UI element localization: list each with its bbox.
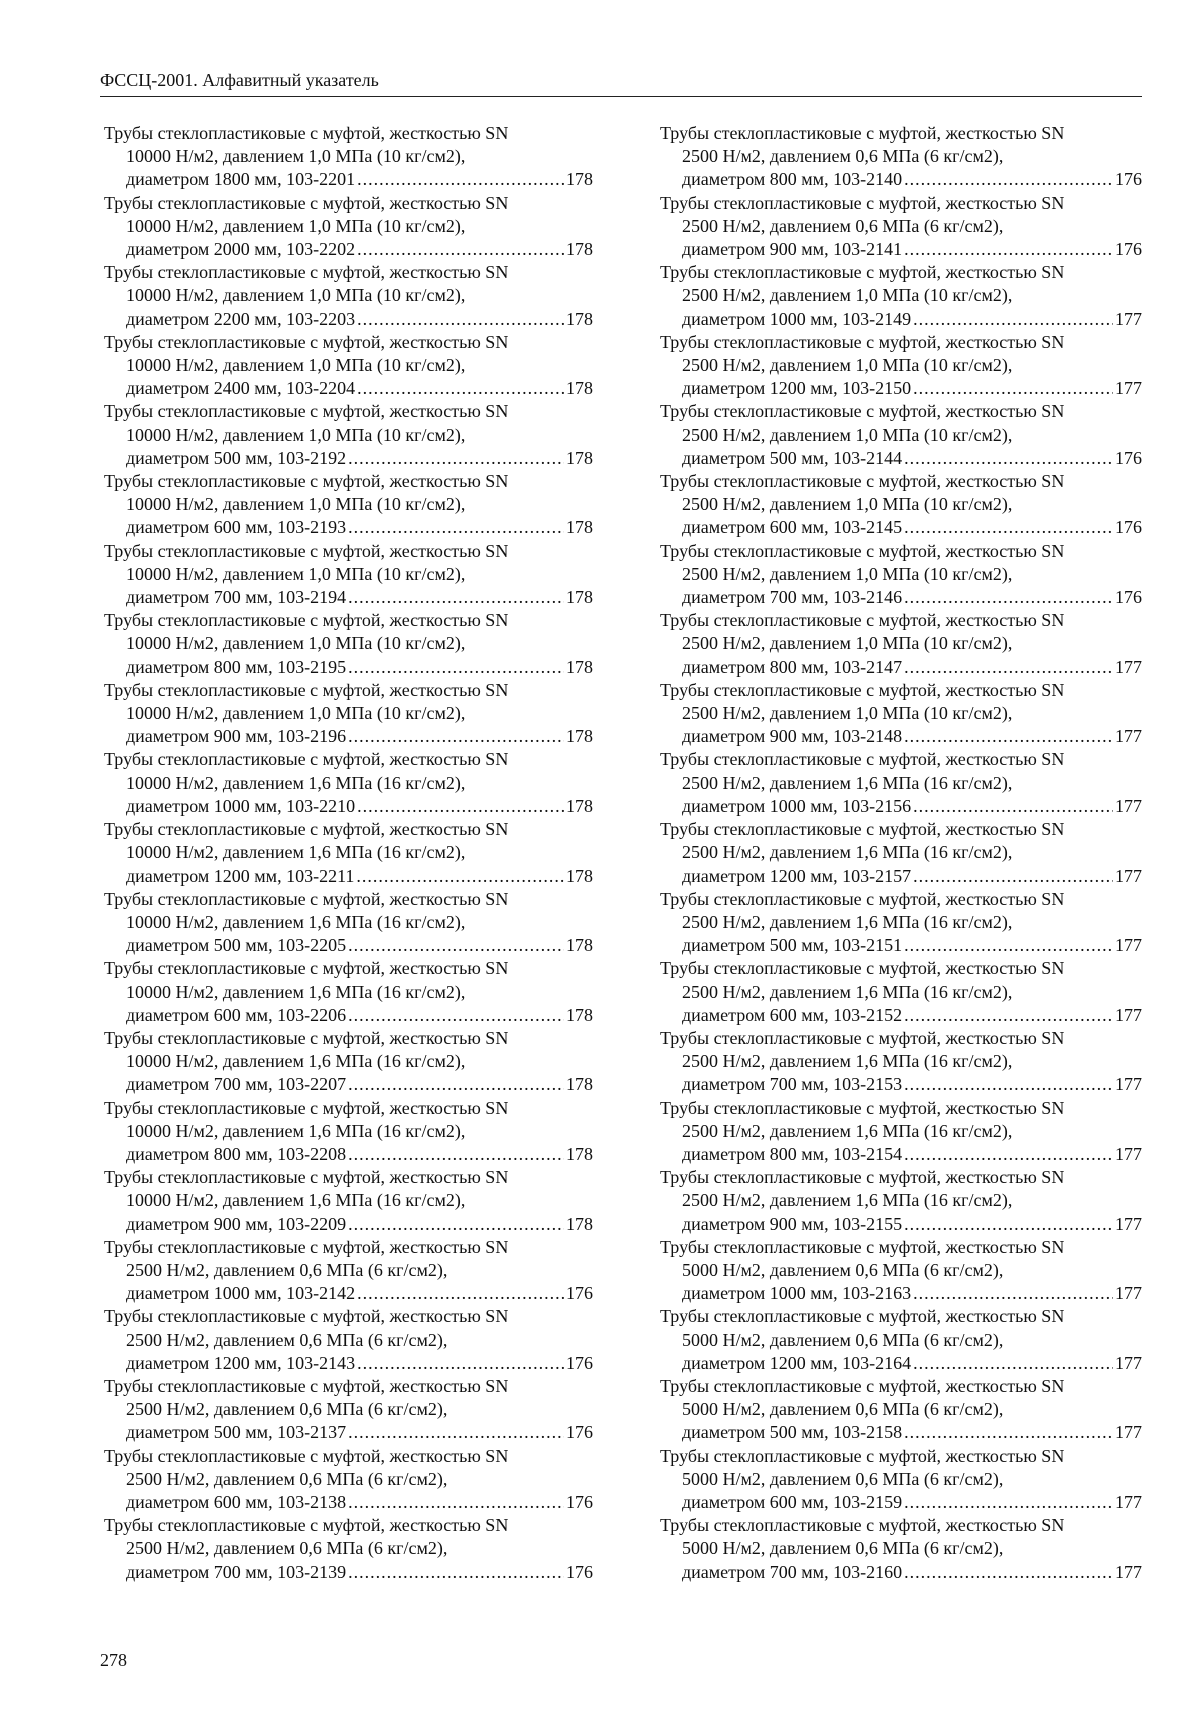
entry-spec-line: 10000 Н/м2, давлением 1,6 МПа (16 кг/см2), (126, 1120, 466, 1141)
entry-title-line: Трубы стеклопластиковые с муфтой, жесткостью SN (104, 958, 509, 979)
entry-spec-line: 2500 Н/м2, давлением 0,6 МПа (6 кг/см2), (126, 1259, 448, 1280)
entry-code-line (104, 865, 593, 888)
dot-leader (348, 1213, 564, 1236)
entry-spec-line: 10000 Н/м2, давлением 1,0 МПа (10 кг/см2), (126, 633, 466, 654)
index-entry (104, 400, 593, 470)
index-entry (660, 400, 1142, 470)
entry-title-line: Трубы стеклопластиковые с муфтой, жесткостью SN (660, 262, 1065, 283)
index-entry (660, 1236, 1142, 1306)
entry-spec-line: 2500 Н/м2, давлением 0,6 МПа (6 кг/см2), (126, 1538, 448, 1559)
entry-code-line (104, 795, 593, 818)
entry-spec-line: 2500 Н/м2, давлением 1,6 МПа (16 кг/см2), (682, 981, 1013, 1002)
entry-title-line: Трубы стеклопластиковые с муфтой, жесткостью SN (104, 888, 509, 909)
entry-spec-line: 10000 Н/м2, давлением 1,0 МПа (10 кг/см2), (126, 146, 466, 167)
entry-code-line (104, 1421, 593, 1444)
entry-diameter-code: диаметром 700 мм, 103-2207 (126, 1074, 347, 1095)
dot-leader (357, 238, 564, 261)
entry-page-ref: 177 (1115, 1283, 1142, 1304)
entry-code-line (104, 1073, 593, 1096)
entry-page-ref: 177 (1115, 1143, 1142, 1164)
entry-page-ref: 176 (566, 1561, 593, 1582)
entry-title-line: Трубы стеклопластиковые с муфтой, жесткостью SN (660, 1027, 1065, 1048)
entry-page-ref: 178 (566, 517, 593, 538)
index-entry (104, 331, 593, 401)
dot-leader (348, 1073, 564, 1096)
entry-code-line (660, 377, 1142, 400)
entry-title-line: Трубы стеклопластиковые с муфтой, жесткостью SN (660, 819, 1065, 840)
entry-code-line (660, 1352, 1142, 1375)
entry-diameter-code: диаметром 500 мм, 103-2205 (126, 935, 347, 956)
entry-spec-line: 2500 Н/м2, давлением 1,0 МПа (10 кг/см2), (682, 285, 1013, 306)
entry-spec-line: 5000 Н/м2, давлением 0,6 МПа (6 кг/см2), (682, 1329, 1004, 1350)
entry-spec-line: 2500 Н/м2, давлением 1,6 МПа (16 кг/см2), (682, 1190, 1013, 1211)
index-column-left (104, 122, 593, 1584)
index-entry (660, 679, 1142, 749)
entry-code-line (104, 1004, 593, 1027)
entry-diameter-code: диаметром 1800 мм, 103-2201 (126, 169, 356, 190)
entry-title-line: Трубы стеклопластиковые с муфтой, жесткостью SN (660, 1515, 1065, 1536)
entry-diameter-code: диаметром 700 мм, 103-2153 (682, 1074, 903, 1095)
entry-code-line (660, 1073, 1142, 1096)
entry-spec-line: 2500 Н/м2, давлением 1,0 МПа (10 кг/см2), (682, 633, 1013, 654)
entry-code-line (660, 1213, 1142, 1236)
entry-page-ref: 176 (1115, 517, 1142, 538)
entry-diameter-code: диаметром 2200 мм, 103-2203 (126, 308, 356, 329)
entry-diameter-code: диаметром 700 мм, 103-2139 (126, 1561, 347, 1582)
index-entry (104, 609, 593, 679)
entry-title-line: Трубы стеклопластиковые с муфтой, жесткостью SN (104, 749, 509, 770)
entry-code-line (660, 934, 1142, 957)
entry-code-line (660, 447, 1142, 470)
dot-leader (904, 586, 1113, 609)
entry-page-ref: 177 (1115, 726, 1142, 747)
index-entry (104, 470, 593, 540)
entry-page-ref: 178 (566, 1004, 593, 1025)
index-entry (104, 192, 593, 262)
entry-spec-line: 2500 Н/м2, давлением 1,0 МПа (10 кг/см2), (682, 424, 1013, 445)
entry-code-line (660, 865, 1142, 888)
entry-code-line (104, 168, 593, 191)
index-entry (104, 957, 593, 1027)
entry-page-ref: 177 (1115, 1422, 1142, 1443)
entry-spec-line: 10000 Н/м2, давлением 1,0 МПа (10 кг/см2), (126, 424, 466, 445)
dot-leader (348, 447, 564, 470)
entry-diameter-code: диаметром 1200 мм, 103-2150 (682, 378, 912, 399)
entry-code-line (104, 656, 593, 679)
dot-leader (904, 725, 1113, 748)
entry-title-line: Трубы стеклопластиковые с муфтой, жесткостью SN (104, 1097, 509, 1118)
entry-diameter-code: диаметром 1000 мм, 103-2163 (682, 1283, 912, 1304)
entry-spec-line: 10000 Н/м2, давлением 1,6 МПа (16 кг/см2), (126, 1051, 466, 1072)
entry-page-ref: 177 (1115, 1352, 1142, 1373)
entry-diameter-code: диаметром 1200 мм, 103-2164 (682, 1352, 912, 1373)
running-header: ФССЦ-2001. Алфавитный указатель (100, 68, 1142, 97)
entry-title-line: Трубы стеклопластиковые с муфтой, жесткостью SN (660, 1445, 1065, 1466)
entry-title-line: Трубы стеклопластиковые с муфтой, жесткостью SN (660, 123, 1065, 143)
index-entry (660, 261, 1142, 331)
entry-spec-line: 5000 Н/м2, давлением 0,6 МПа (6 кг/см2), (682, 1538, 1004, 1559)
entry-diameter-code: диаметром 1200 мм, 103-2211 (126, 865, 355, 886)
dot-leader (904, 447, 1113, 470)
entry-diameter-code: диаметром 800 мм, 103-2154 (682, 1143, 903, 1164)
entry-diameter-code: диаметром 600 мм, 103-2159 (682, 1491, 903, 1512)
dot-leader (904, 516, 1113, 539)
entry-page-ref: 178 (566, 726, 593, 747)
entry-spec-line: 10000 Н/м2, давлением 1,0 МПа (10 кг/см2), (126, 285, 466, 306)
index-entry (660, 1027, 1142, 1097)
entry-code-line (660, 1421, 1142, 1444)
entry-code-line (660, 1491, 1142, 1514)
entry-page-ref: 177 (1115, 308, 1142, 329)
entry-spec-line: 10000 Н/м2, давлением 1,0 МПа (10 кг/см2), (126, 703, 466, 724)
dot-leader (357, 377, 564, 400)
entry-page-ref: 177 (1115, 378, 1142, 399)
index-entry (104, 1097, 593, 1167)
entry-title-line: Трубы стеклопластиковые с муфтой, жесткостью SN (104, 123, 509, 143)
entry-code-line (660, 725, 1142, 748)
dot-leader (348, 586, 564, 609)
dot-leader (904, 168, 1113, 191)
entry-title-line: Трубы стеклопластиковые с муфтой, жесткостью SN (104, 819, 509, 840)
entry-spec-line: 2500 Н/м2, давлением 0,6 МПа (6 кг/см2), (682, 146, 1004, 167)
entry-spec-line: 5000 Н/м2, давлением 0,6 МПа (6 кг/см2), (682, 1468, 1004, 1489)
index-entry (104, 1305, 593, 1375)
index-entry (104, 540, 593, 610)
entry-page-ref: 178 (566, 656, 593, 677)
entry-page-ref: 178 (566, 447, 593, 468)
entry-title-line: Трубы стеклопластиковые с муфтой, жесткостью SN (104, 401, 509, 422)
entry-page-ref: 178 (566, 239, 593, 260)
entry-title-line: Трубы стеклопластиковые с муфтой, жесткостью SN (660, 610, 1065, 631)
entry-page-ref: 176 (566, 1491, 593, 1512)
entry-diameter-code: диаметром 600 мм, 103-2145 (682, 517, 903, 538)
index-entry (104, 1236, 593, 1306)
entry-page-ref: 178 (566, 587, 593, 608)
entry-spec-line: 2500 Н/м2, давлением 0,6 МПа (6 кг/см2), (126, 1399, 448, 1420)
dot-leader (348, 516, 564, 539)
entry-spec-line: 10000 Н/м2, давлением 1,0 МПа (10 кг/см2), (126, 355, 466, 376)
entry-diameter-code: диаметром 2000 мм, 103-2202 (126, 239, 356, 260)
entry-title-line: Трубы стеклопластиковые с муфтой, жесткостью SN (104, 1515, 509, 1536)
entry-title-line: Трубы стеклопластиковые с муфтой, жесткостью SN (104, 1236, 509, 1257)
dot-leader (348, 1143, 564, 1166)
entry-page-ref: 178 (566, 935, 593, 956)
entry-page-ref: 177 (1115, 795, 1142, 816)
entry-diameter-code: диаметром 700 мм, 103-2194 (126, 587, 347, 608)
entry-code-line (104, 1491, 593, 1514)
entry-title-line: Трубы стеклопластиковые с муфтой, жесткостью SN (660, 331, 1065, 352)
dot-leader (904, 1073, 1113, 1096)
index-entry (104, 748, 593, 818)
entry-code-line (104, 1213, 593, 1236)
entry-page-ref: 177 (1115, 656, 1142, 677)
index-entry (104, 1375, 593, 1445)
entry-spec-line: 10000 Н/м2, давлением 1,0 МПа (10 кг/см2), (126, 494, 466, 515)
entry-page-ref: 177 (1115, 1074, 1142, 1095)
entry-diameter-code: диаметром 500 мм, 103-2192 (126, 447, 347, 468)
index-entry (660, 540, 1142, 610)
entry-title-line: Трубы стеклопластиковые с муфтой, жесткостью SN (660, 1167, 1065, 1188)
entry-title-line: Трубы стеклопластиковые с муфтой, жесткостью SN (104, 192, 509, 213)
entry-diameter-code: диаметром 600 мм, 103-2206 (126, 1004, 347, 1025)
entry-spec-line: 2500 Н/м2, давлением 0,6 МПа (6 кг/см2), (126, 1329, 448, 1350)
index-entry (104, 818, 593, 888)
entry-title-line: Трубы стеклопластиковые с муфтой, жесткостью SN (660, 540, 1065, 561)
entry-title-line: Трубы стеклопластиковые с муфтой, жесткостью SN (660, 679, 1065, 700)
index-entry (660, 888, 1142, 958)
entry-page-ref: 178 (566, 795, 593, 816)
entry-code-line (660, 795, 1142, 818)
entry-diameter-code: диаметром 800 мм, 103-2147 (682, 656, 903, 677)
dot-leader (913, 377, 1113, 400)
entry-title-line: Трубы стеклопластиковые с муфтой, жесткостью SN (660, 192, 1065, 213)
entry-page-ref: 176 (1115, 169, 1142, 190)
entry-diameter-code: диаметром 900 мм, 103-2155 (682, 1213, 903, 1234)
entry-code-line (660, 308, 1142, 331)
entry-page-ref: 176 (1115, 447, 1142, 468)
dot-leader (356, 865, 564, 888)
entry-spec-line: 10000 Н/м2, давлением 1,6 МПа (16 кг/см2), (126, 842, 466, 863)
index-entry (104, 1166, 593, 1236)
entry-spec-line: 2500 Н/м2, давлением 0,6 МПа (6 кг/см2), (682, 215, 1004, 236)
entry-title-line: Трубы стеклопластиковые с муфтой, жесткостью SN (104, 679, 509, 700)
entry-spec-line: 10000 Н/м2, давлением 1,6 МПа (16 кг/см2), (126, 911, 466, 932)
entry-spec-line: 2500 Н/м2, давлением 1,6 МПа (16 кг/см2), (682, 1051, 1013, 1072)
index-entry (660, 609, 1142, 679)
entry-spec-line: 10000 Н/м2, давлением 1,0 МПа (10 кг/см2), (126, 563, 466, 584)
entry-page-ref: 176 (566, 1422, 593, 1443)
page-number: 278 (100, 1650, 127, 1670)
index-entry (104, 1514, 593, 1584)
entry-spec-line: 2500 Н/м2, давлением 1,6 МПа (16 кг/см2), (682, 1120, 1013, 1141)
entry-diameter-code: диаметром 800 мм, 103-2195 (126, 656, 347, 677)
entry-spec-line: 5000 Н/м2, давлением 0,6 МПа (6 кг/см2), (682, 1259, 1004, 1280)
index-entry (104, 261, 593, 331)
entry-spec-line: 2500 Н/м2, давлением 1,6 МПа (16 кг/см2), (682, 911, 1013, 932)
dot-leader (348, 934, 564, 957)
dot-leader (913, 795, 1113, 818)
index-entry (660, 470, 1142, 540)
entry-page-ref: 178 (566, 169, 593, 190)
index-entry (660, 1375, 1142, 1445)
index-entry (104, 1027, 593, 1097)
entry-code-line (660, 1004, 1142, 1027)
entry-page-ref: 178 (566, 1143, 593, 1164)
index-entry (660, 1097, 1142, 1167)
entry-diameter-code: диаметром 500 мм, 103-2144 (682, 447, 903, 468)
entry-title-line: Трубы стеклопластиковые с муфтой, жесткостью SN (104, 1027, 509, 1048)
entry-diameter-code: диаметром 500 мм, 103-2158 (682, 1422, 903, 1443)
entry-page-ref: 176 (566, 1352, 593, 1373)
index-entry (660, 1445, 1142, 1515)
index-entry (660, 748, 1142, 818)
dot-leader (913, 308, 1113, 331)
index-entry (660, 1514, 1142, 1584)
entry-title-line: Трубы стеклопластиковые с муфтой, жесткостью SN (104, 610, 509, 631)
entry-diameter-code: диаметром 600 мм, 103-2152 (682, 1004, 903, 1025)
index-entry (104, 679, 593, 749)
entry-spec-line: 2500 Н/м2, давлением 1,0 МПа (10 кг/см2), (682, 355, 1013, 376)
entry-code-line (660, 238, 1142, 261)
entry-code-line (660, 656, 1142, 679)
dot-leader (357, 795, 564, 818)
entry-diameter-code: диаметром 700 мм, 103-2160 (682, 1561, 903, 1582)
dot-leader (904, 1143, 1113, 1166)
entry-diameter-code: диаметром 1200 мм, 103-2143 (126, 1352, 356, 1373)
entry-spec-line: 10000 Н/м2, давлением 1,6 МПа (16 кг/см2), (126, 981, 466, 1002)
entry-title-line: Трубы стеклопластиковые с муфтой, жесткостью SN (660, 749, 1065, 770)
entry-page-ref: 177 (1115, 935, 1142, 956)
entry-page-ref: 178 (566, 1213, 593, 1234)
entry-code-line (660, 586, 1142, 609)
entry-spec-line: 2500 Н/м2, давлением 1,0 МПа (10 кг/см2), (682, 563, 1013, 584)
entry-title-line: Трубы стеклопластиковые с муфтой, жесткостью SN (660, 958, 1065, 979)
entry-code-line (104, 447, 593, 470)
entry-title-line: Трубы стеклопластиковые с муфтой, жесткостью SN (660, 888, 1065, 909)
entry-code-line (104, 586, 593, 609)
entry-diameter-code: диаметром 900 мм, 103-2141 (682, 239, 903, 260)
entry-diameter-code: диаметром 800 мм, 103-2140 (682, 169, 903, 190)
entry-page-ref: 178 (566, 308, 593, 329)
entry-diameter-code: диаметром 1000 мм, 103-2149 (682, 308, 912, 329)
entry-page-ref: 178 (566, 865, 593, 886)
index-entry (104, 122, 593, 192)
entry-diameter-code: диаметром 900 мм, 103-2196 (126, 726, 347, 747)
entry-spec-line: 10000 Н/м2, давлением 1,6 МПа (16 кг/см2), (126, 772, 466, 793)
entry-code-line (660, 1282, 1142, 1305)
entry-title-line: Трубы стеклопластиковые с муфтой, жесткостью SN (104, 1306, 509, 1327)
index-entry (660, 957, 1142, 1027)
dot-leader (348, 1004, 564, 1027)
dot-leader (904, 1421, 1113, 1444)
entry-diameter-code: диаметром 900 мм, 103-2148 (682, 726, 903, 747)
entry-code-line (104, 1143, 593, 1166)
entry-title-line: Трубы стеклопластиковые с муфтой, жесткостью SN (104, 262, 509, 283)
entry-title-line: Трубы стеклопластиковые с муфтой, жесткостью SN (660, 1306, 1065, 1327)
index-entry (660, 331, 1142, 401)
entry-title-line: Трубы стеклопластиковые с муфтой, жесткостью SN (660, 471, 1065, 492)
dot-leader (913, 865, 1113, 888)
dot-leader (913, 1282, 1113, 1305)
index-entry (660, 122, 1142, 192)
index-entry (660, 1166, 1142, 1236)
entry-spec-line: 2500 Н/м2, давлением 1,6 МПа (16 кг/см2), (682, 772, 1013, 793)
entry-diameter-code: диаметром 900 мм, 103-2209 (126, 1213, 347, 1234)
dot-leader (348, 1421, 564, 1444)
dot-leader (904, 238, 1113, 261)
entry-page-ref: 177 (1115, 1004, 1142, 1025)
entry-code-line (660, 1561, 1142, 1584)
dot-leader (357, 1282, 564, 1305)
dot-leader (357, 308, 564, 331)
entry-code-line (660, 168, 1142, 191)
entry-page-ref: 178 (566, 1074, 593, 1095)
dot-leader (904, 656, 1113, 679)
entry-code-line (104, 308, 593, 331)
entry-title-line: Трубы стеклопластиковые с муфтой, жесткостью SN (104, 540, 509, 561)
entry-code-line (104, 725, 593, 748)
entry-title-line: Трубы стеклопластиковые с муфтой, жесткостью SN (104, 471, 509, 492)
entry-spec-line: 2500 Н/м2, давлением 1,0 МПа (10 кг/см2), (682, 494, 1013, 515)
entry-diameter-code: диаметром 500 мм, 103-2151 (682, 935, 903, 956)
entry-code-line (104, 516, 593, 539)
entry-page-ref: 177 (1115, 1491, 1142, 1512)
entry-page-ref: 177 (1115, 1561, 1142, 1582)
entry-title-line: Трубы стеклопластиковые с муфтой, жесткостью SN (660, 401, 1065, 422)
entry-diameter-code: диаметром 1200 мм, 103-2157 (682, 865, 912, 886)
entry-spec-line: 2500 Н/м2, давлением 1,6 МПа (16 кг/см2), (682, 842, 1013, 863)
entry-page-ref: 176 (1115, 239, 1142, 260)
entry-title-line: Трубы стеклопластиковые с муфтой, жесткостью SN (104, 1167, 509, 1188)
entry-diameter-code: диаметром 2400 мм, 103-2204 (126, 378, 356, 399)
entry-diameter-code: диаметром 600 мм, 103-2138 (126, 1491, 347, 1512)
entry-spec-line: 5000 Н/м2, давлением 0,6 МПа (6 кг/см2), (682, 1399, 1004, 1420)
dot-leader (904, 1561, 1113, 1584)
dot-leader (904, 1004, 1113, 1027)
entry-diameter-code: диаметром 500 мм, 103-2137 (126, 1422, 347, 1443)
entry-code-line (104, 1352, 593, 1375)
entry-diameter-code: диаметром 700 мм, 103-2146 (682, 587, 903, 608)
entry-diameter-code: диаметром 800 мм, 103-2208 (126, 1143, 347, 1164)
entry-page-ref: 176 (566, 1283, 593, 1304)
dot-leader (348, 725, 564, 748)
index-entry (660, 1305, 1142, 1375)
entry-spec-line: 2500 Н/м2, давлением 0,6 МПа (6 кг/см2), (126, 1468, 448, 1489)
index-entry (104, 1445, 593, 1515)
entry-code-line (660, 1143, 1142, 1166)
entry-diameter-code: диаметром 1000 мм, 103-2156 (682, 795, 912, 816)
entry-spec-line: 10000 Н/м2, давлением 1,0 МПа (10 кг/см2), (126, 215, 466, 236)
dot-leader (904, 1213, 1113, 1236)
entry-code-line (104, 1282, 593, 1305)
entry-page-ref: 177 (1115, 1213, 1142, 1234)
dot-leader (904, 1491, 1113, 1514)
entry-diameter-code: диаметром 1000 мм, 103-2142 (126, 1283, 356, 1304)
entry-title-line: Трубы стеклопластиковые с муфтой, жесткостью SN (104, 331, 509, 352)
index-entry (660, 818, 1142, 888)
entry-title-line: Трубы стеклопластиковые с муфтой, жесткостью SN (660, 1375, 1065, 1396)
entry-title-line: Трубы стеклопластиковые с муфтой, жесткостью SN (660, 1097, 1065, 1118)
entry-code-line (104, 934, 593, 957)
entry-page-ref: 177 (1115, 865, 1142, 886)
dot-leader (357, 168, 564, 191)
entry-code-line (660, 516, 1142, 539)
dot-leader (348, 1491, 564, 1514)
index-entry (660, 192, 1142, 262)
entry-diameter-code: диаметром 1000 мм, 103-2210 (126, 795, 356, 816)
entry-title-line: Трубы стеклопластиковые с муфтой, жесткостью SN (104, 1375, 509, 1396)
entry-code-line (104, 238, 593, 261)
dot-leader (348, 1561, 564, 1584)
entry-page-ref: 176 (1115, 587, 1142, 608)
entry-diameter-code: диаметром 600 мм, 103-2193 (126, 517, 347, 538)
entry-code-line (104, 377, 593, 400)
index-column-right (660, 122, 1142, 1584)
dot-leader (913, 1352, 1113, 1375)
dot-leader (348, 656, 564, 679)
index-entry (104, 888, 593, 958)
entry-page-ref: 178 (566, 378, 593, 399)
dot-leader (904, 934, 1113, 957)
dot-leader (357, 1352, 564, 1375)
entry-title-line: Трубы стеклопластиковые с муфтой, жесткостью SN (104, 1445, 509, 1466)
entry-title-line: Трубы стеклопластиковые с муфтой, жесткостью SN (660, 1236, 1065, 1257)
entry-spec-line: 2500 Н/м2, давлением 1,0 МПа (10 кг/см2), (682, 703, 1013, 724)
entry-code-line (104, 1561, 593, 1584)
entry-spec-line: 10000 Н/м2, давлением 1,6 МПа (16 кг/см2), (126, 1190, 466, 1211)
